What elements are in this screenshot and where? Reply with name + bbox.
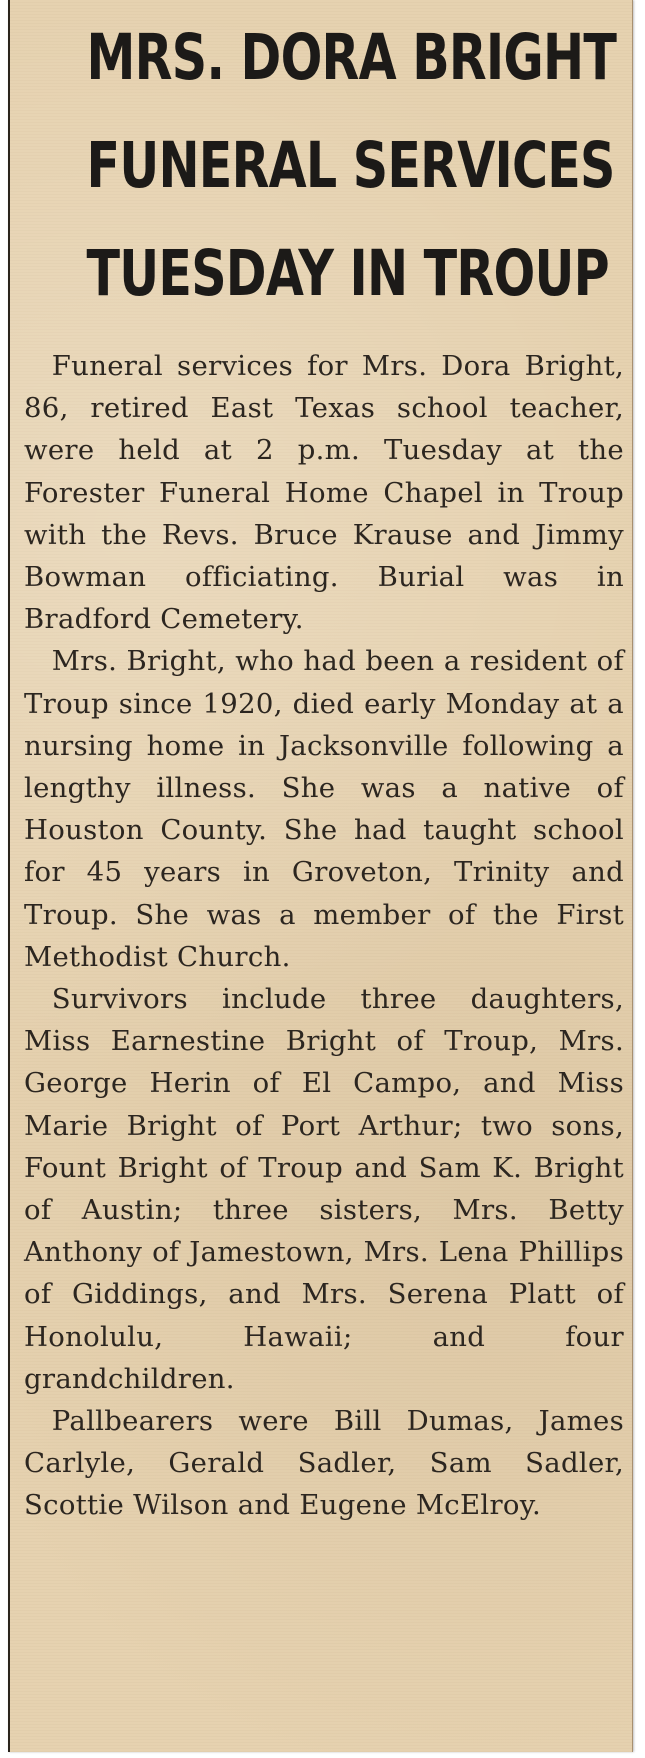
- paragraph-biography: Mrs. Bright, who had been a resident of Troup since 1920, died early Monday at a nursing home in Jacksonville following a lengthy illness. She was a native of Houston County. She had taught school for 45 years in Groveton, Trinity and Troup. She was a member of the First Methodist Church.: [24, 645, 624, 973]
- headline-line-2: FUNERAL SERVICES: [86, 129, 615, 202]
- headline: [86, 4, 617, 328]
- paragraph-survivors: Survivors include three daughters, Miss Earnestine Bright of Troup, Mrs. George Herin of El Campo, and Miss Marie Bright of Port Arthur; two sons, Fount Bright of Troup and Sam K. Bright of Austin; three sisters, Mrs. Betty Anthony of Jamestown, Mrs. Lena Phillips of Giddings, and Mrs. Serena Platt of Honolulu, Hawaii; and four grandchildren.: [24, 983, 624, 1395]
- headline-line-3: TUESDAY IN TROUP: [86, 237, 609, 310]
- article-body: [24, 345, 624, 1527]
- headline-line-1: MRS. DORA BRIGHT: [86, 21, 617, 94]
- newspaper-clipping: [8, 0, 633, 1752]
- paragraph-pallbearers: Pallbearers were Bill Dumas, James Carlyle, Gerald Sadler, Sam Sadler, Scottie Wilson and Eugene McElroy.: [24, 1405, 624, 1522]
- paragraph-services: Funeral services for Mrs. Dora Bright, 86, retired East Texas school teacher, were held at 2 p.m. Tuesday at the Forester Funeral Home Chapel in Troup with the Revs. Bruce Krause and Jimmy Bowman officiating. Burial was in Bradford Cemetery.: [24, 350, 624, 636]
